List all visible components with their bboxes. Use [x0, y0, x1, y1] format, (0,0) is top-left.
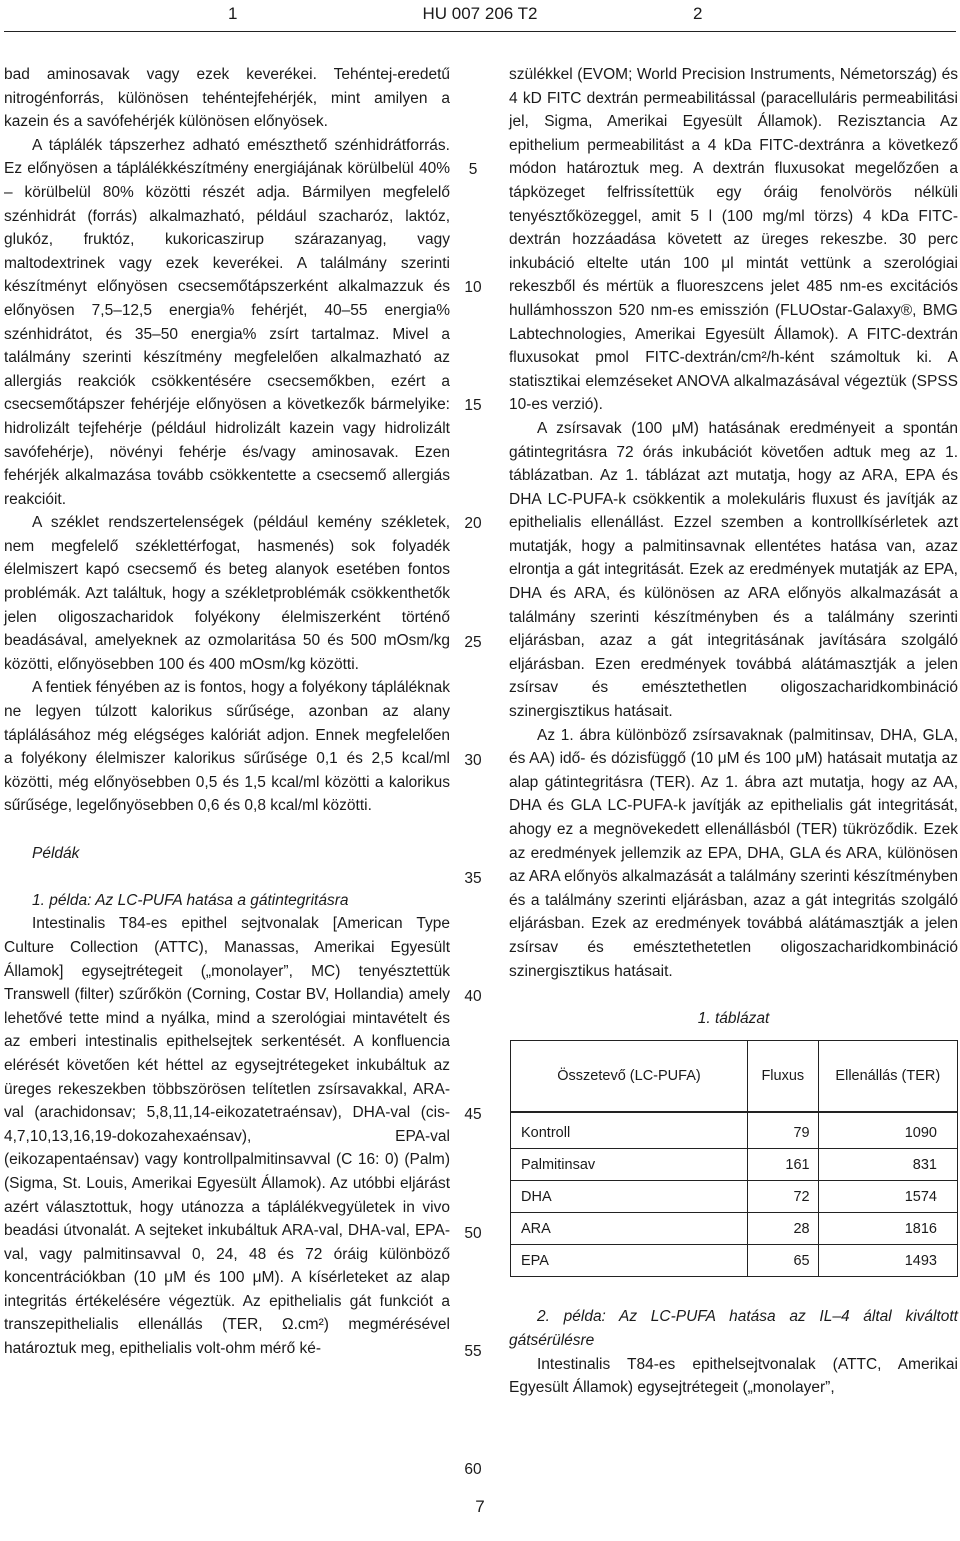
right-column: [509, 63, 958, 1400]
left-paragraph-3: A széklet rendszertelenségek (például kemény székletek, nem megfelelő széklettérfogat, hasmenés) sok folyadék élelmiszert kapó csecsemő és beteg alanyok esetében fontos problémák. Azt találtuk, hogy a székletproblémák csökkenthetők jelen oligoszacharidok folyékony élelmiszerként történő beadásával, amelyeknek az ozmolaritása 50 és 500 mOsm/kg közötti, előnyösebben 100 és 400 mOsm/kg közötti.: [4, 514, 450, 673]
header-right-page-number: 2: [693, 4, 703, 23]
table-cell: 161: [748, 1149, 819, 1181]
table-cell: Kontroll: [511, 1112, 748, 1149]
right-paragraph-1: szülékkel (EVOM; World Precision Instruments, Németország) és 4 kD FITC dextrán permeabilitással (paracelluláris permeabilitási jel, Sigma, Amerikai Egyesült Államok). Rezisztancia Az epithelium permeabilitást a 4 kDa FITC-dextránra a következő módon határoztuk meg. A dextrán fluxusokat megelőzően a tápközeget felfrissítettük egy óráig fenolvörös nélküli tenyésztőközeggel, amit 5 l (100 mg/ml törzs) 4 kDa FITC-dextrán hozzáadása követett az üreges rekeszbe. 30 perc inkubáció eltelte után 100 μl mintát vettünk a szerológiai rekeszből és mértük a fluoreszcens jelet 485 nm-es excitációs hullámhosszon 520 nm-es emisszión (FLUOstar-Galaxy®, BMG Labtechnologies, Amerikai Egyesült Államok). A FITC-dextrán fluxusokat pmol FITC-dextrán/cm²/h-ként számoltuk ki. A statisztikai elemzéseket ANOVA alkalmazásával végeztük (SPSS 10-es verzió).: [509, 66, 958, 414]
table-header-cell: Összetevő (LC-PUFA): [511, 1041, 748, 1113]
right-paragraph-4: Intestinalis T84-es epithelsejtvonalak (ATTC, Amerikai Egyesült Államok) egysejtrétegeit („monolayer”,: [509, 1355, 958, 1397]
table-cell: ARA: [511, 1213, 748, 1245]
table-cell: DHA: [511, 1181, 748, 1213]
page-number: 7: [475, 1497, 485, 1516]
table-title: 1. táblázat: [697, 1009, 770, 1027]
table-cell: 65: [748, 1245, 819, 1277]
table-cell: 831: [818, 1149, 957, 1181]
table-row: [511, 1245, 958, 1277]
table-cell: EPA: [511, 1245, 748, 1277]
line-number: 60: [464, 1461, 482, 1478]
table-header-cell: Fluxus: [748, 1041, 819, 1113]
table-cell: 1574: [818, 1181, 957, 1213]
table-cell: Palmitinsav: [511, 1149, 748, 1181]
left-paragraph-5: Intestinalis T84-es epithel sejtvonalak [American Type Culture Collection (ATTC), Manassas, Amerikai Egyesült Államok] egysejtrétegeit („monolayer”, MC) tenyésztettük Transwell (filter) szűrőkön (Corning, Costar BV, Hollandia) amely lehetővé tette mind a nyálka, mind a szerológiai mintavételt és az emberi intestinalis epithelsejtek serkentését. A konfluencia elérését követően két héttel az egysejtrétegeket inkubáltuk az üreges rekeszekben többszörösen telítetlen zsírsavakkal, ARA-val (arachidonsav; 5,8,11,14-eikozatetraénsav), DHA-val (cis-4,7,10,13,16,19-dokozahexaénsav), EPA-val (eikozapentaénsav) vagy kontrollpalmitinsavval (C 16: 0) (Palm) (Sigma, St. Louis, Amerikai Egyesült Államok). Az utóbbi eljárást azért választottuk, hogy utánozza a táplálékvegyületek in vivo beadási útvonalát. A sejteket inkubáltuk ARA-val, DHA-val, EPA-val, vagy palmitinsavval 0, 24, 48 és 72 óráig különböző koncentrációkban (10 μM és 100 μM). A kísérleteket az alap integritás értékelésére végeztük. Az epithelialis gát funkciót a transzepithelialis ellenállás (TER, Ω.cm²) megmérésével határoztuk meg, epithelialis volt-ohm mérő ké-: [4, 915, 450, 1358]
header-left-page-number: 1: [228, 4, 238, 23]
line-number: 30: [464, 752, 482, 769]
table-header-cell: Ellenállás (TER): [818, 1041, 957, 1113]
line-number: 50: [464, 1225, 482, 1242]
example-1-heading: 1. példa: Az LC-PUFA hatása a gátintegritásra: [32, 891, 349, 909]
table-row: [511, 1112, 958, 1149]
examples-heading: Példák: [32, 844, 80, 862]
header-rule: [4, 31, 956, 32]
right-paragraph-3: Az 1. ábra különböző zsírsavaknak (palmitinsav, DHA, GLA, és AA) idő- és dózisfüggő (10 μM és 100 μM) hatásait mutatja az alap gátintegritásra (TER). Az 1. ábra azt mutatja, hogy az AA, DHA és GLA LC-PUFA-k javítják az epithelialis gát integritását, ahogy ez a megnövekedett ellenállásból (TER) tükröződik. Ezek az eredmények jellemzik az EPA, DHA, GLA és ARA, különösen az ARA előnyös alkalmazását a találmány szerinti készítményben és a találmány szerinti eljárásban, azaz a gát integritás szolgáló eljárásban. Ezek az eredmények továbbá alátámasztják a jelen zsírsav és emésztethetetlen oligoszacharidkombináció szinergisztikus hatásait.: [509, 726, 958, 980]
line-number: 35: [464, 870, 482, 887]
example-2-heading: 2. példa: Az LC-PUFA hatása az IL–4 által kiváltott gátsérülésre: [509, 1308, 958, 1349]
line-number: 25: [464, 634, 482, 651]
table-header-row: [511, 1041, 958, 1113]
left-column: [4, 63, 450, 1361]
right-paragraph-2: A zsírsavak (100 μM) hatásának eredményeit a spontán gátintegritásra 72 órás inkubációt követően adtuk meg az 1. táblázatban. Az 1. táblázat azt mutatja, hogy az ARA, EPA és DHA LC-PUFA-k csökkentik a molekuláris fluxust és javítják az epithelialis ellenállást. Ezzel szemben a kontrollkísérletek azt mutatják, hogy a palmitinsavnak ellentétes hatása van, azaz elrontja a gát integritását. Ezek az eredmények mutatják az EPA, DHA és ARA, és különösen az ARA előnyös alkalmazását a találmány szerinti készítményben és a találmány szerinti eljárásban, azaz a gát integritásának javítására szolgáló eljárásban. Ezen eredmények továbbá alátámasztják a jelen zsírsav és emésztethetlen oligoszacharidkombináció szinergisztikus hatásait.: [509, 419, 958, 721]
left-paragraph-1: bad aminosavak vagy ezek keverékei. Tehéntej-eredetű nitrogénforrás, különösen tehéntejfehérjék, mint amilyen a kazein és a savófehérjék különösen előnyösek.: [4, 66, 450, 131]
table-cell: 1090: [818, 1112, 957, 1149]
results-table: [510, 1040, 958, 1277]
table-cell: 28: [748, 1213, 819, 1245]
line-number: 10: [464, 279, 482, 296]
line-number: 5: [468, 161, 478, 178]
line-number: 40: [464, 988, 482, 1005]
line-number: 45: [464, 1106, 482, 1123]
line-number: 20: [464, 515, 482, 532]
table-row: [511, 1181, 958, 1213]
header-document-id: HU 007 206 T2: [422, 4, 538, 23]
left-paragraph-2: A táplálék tápszerhez adható emészthető szénhidrátforrás. Ez előnyösen a táplálékkészítmény energiájának körülbelül 40% – körülbelül 80% közötti részét adja. Bármilyen megfelelő szénhidrát (forrás) alkalmazható, például szacharóz, laktóz, glukóz, fruktóz, kukoricaszirup szárazanyag, vagy maltodextrinek vagy ezek keverékei. A találmány szerinti készítményt előnyösen csecsemőtápszerként alkalmazzuk és előnyösen 7,5–12,5 energia% fehérjét, 40–55 energia% szénhidrátot, és 35–50 energia% zsírt tartalmaz. Mivel a találmány szerinti készítmény megfelelően alkalmazható az allergiás reakciók csökkentésére csecsemőkben, ezért a csecsemőtápszer fehérjéje előnyösen a következők bármelyike: hidrolizált tejfehérje (például hidrolizált kazein vagy hidrolizált savófehérje), növényi fehérje és/vagy aminosavak. Ezen fehérjék alkalmazása tovább csökkentette a csecsemő allergiás reakcióit.: [4, 136, 450, 508]
table-row: [511, 1149, 958, 1181]
table-cell: 72: [748, 1181, 819, 1213]
table-cell: 1816: [818, 1213, 957, 1245]
table-cell: 1493: [818, 1245, 957, 1277]
line-number: 15: [464, 397, 482, 414]
table-cell: 79: [748, 1112, 819, 1149]
line-number: 55: [464, 1343, 482, 1360]
table-row: [511, 1213, 958, 1245]
left-paragraph-4: A fentiek fényében az is fontos, hogy a folyékony tápláléknak ne legyen túlzott kalorikus sűrűsége, azonban az alany táplálásához még elégséges kalóriát adjon. Ennek megfelelően a folyékony élelmiszer kalorikus sűrűsége 0,1 és 2,5 kcal/ml közötti, még előnyösebben 0,5 és 1,5 kcal/ml közötti a kalorikus sűrűsége, legelőnyösebben 0,6 és 0,8 kcal/ml közötti.: [4, 679, 450, 815]
